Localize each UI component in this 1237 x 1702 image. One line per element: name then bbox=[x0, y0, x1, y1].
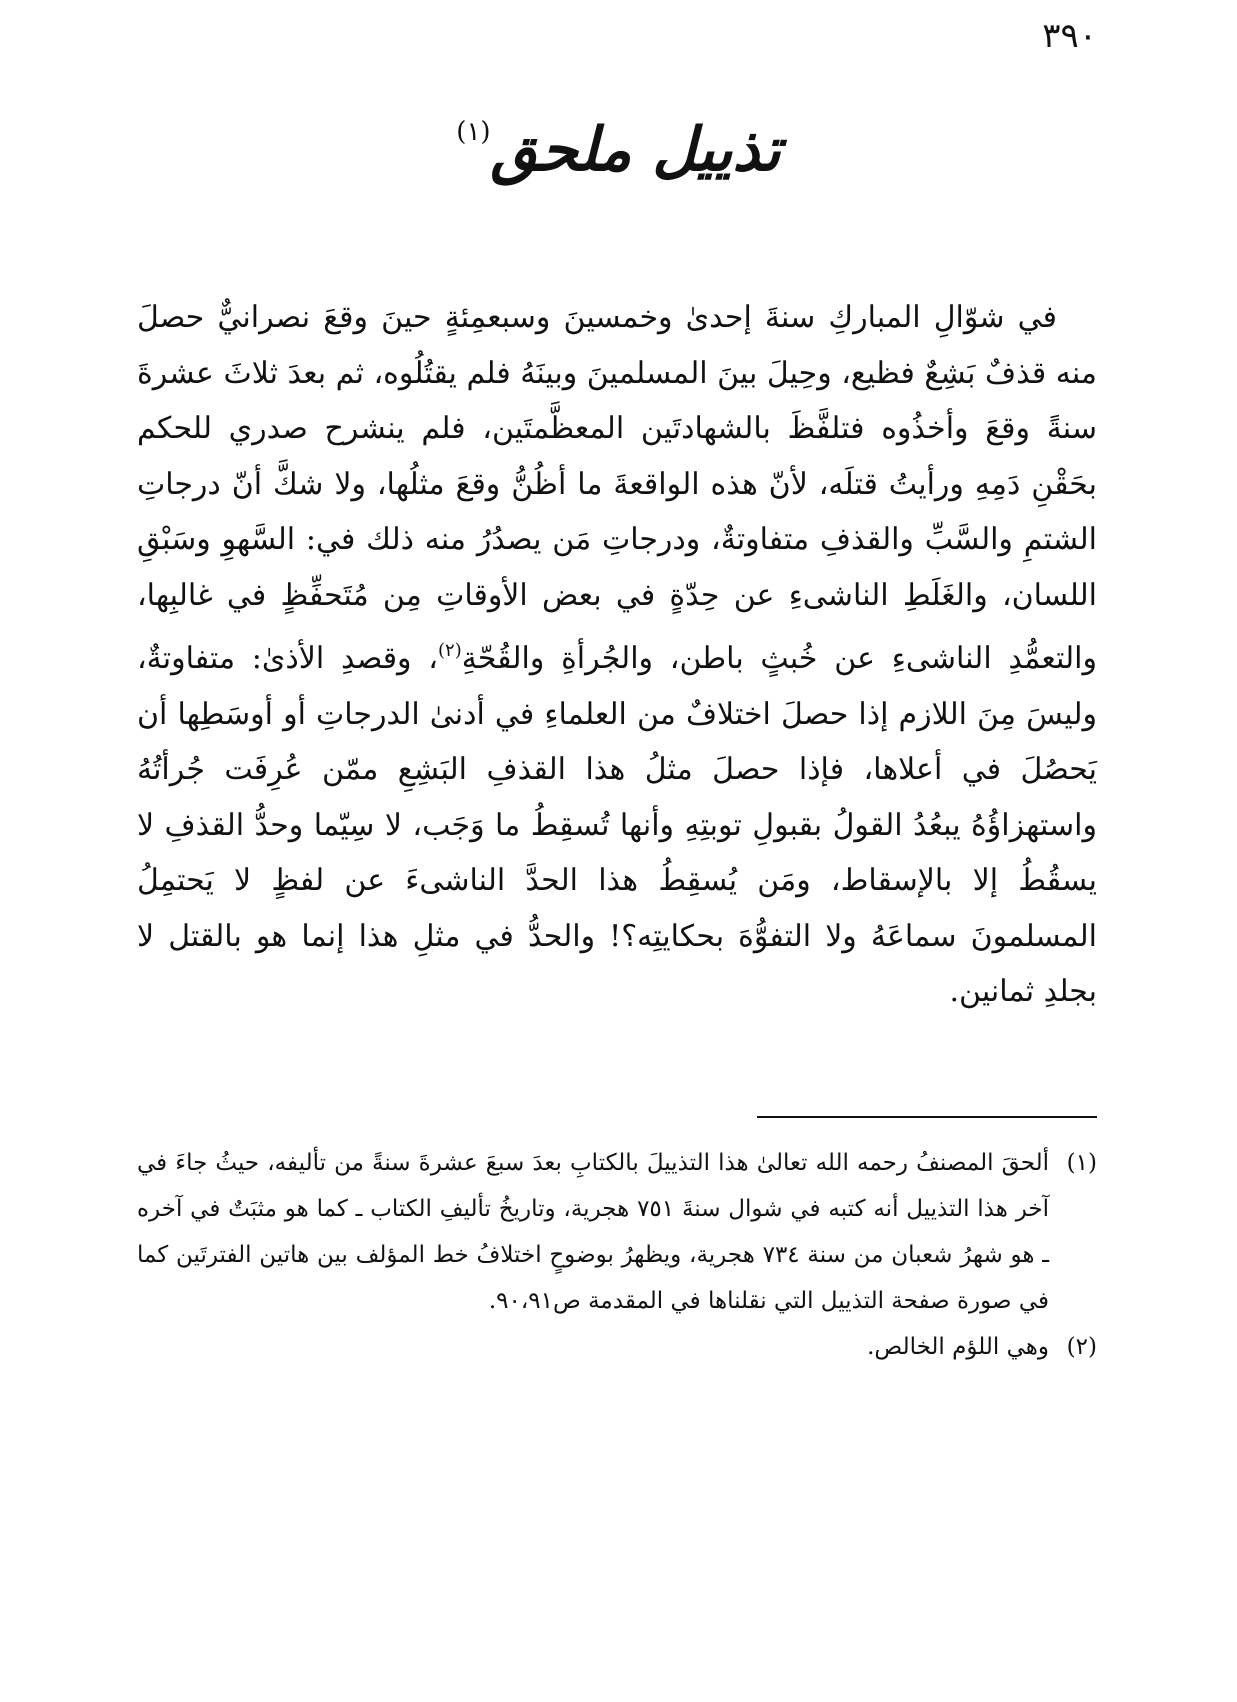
footnote-2-text: وهي اللؤم الخالص. bbox=[867, 1334, 1049, 1360]
main-text bbox=[137, 290, 1097, 1020]
footnote-2-number: (٢) bbox=[1066, 1334, 1097, 1360]
footnote-1 bbox=[137, 1140, 1097, 1324]
inline-footnote-ref: (٢) bbox=[438, 640, 462, 661]
chapter-title-footnote-ref: (١) bbox=[456, 117, 491, 147]
chapter-title-text: تذييل ملحق bbox=[490, 115, 781, 185]
chapter-title bbox=[0, 115, 1237, 185]
footnote-2 bbox=[137, 1324, 1097, 1370]
paragraph-text-part-2: ، وقصدِ الأذىٰ: متفاوتةٌ، وليسَ مِنَ اللازم إذا حصلَ اختلافٌ من العلماءِ في أدنىٰ الدرجاتِ أو أوسَطِها أن يَحصُلَ في أعلاها، فإذا حصلَ مثلُ هذا القذفِ البَشِعِ ممّن عُرِفَت جُرأتُهُ واستهزاؤُهُ يبعُدُ القولُ بقبولِ توبتِهِ وأنها تُسقِطُ ما وَجَب، لا سِيّما وحدُّ القذفِ لا يسقُطُ إلا بالإسقاط، ومَن يُسقِطُ هذا الحدَّ الناشىءَ عن لفظٍ لا يَحتمِلُ المسلمونَ سماعَهُ ولا التفوُّهَ بحكايتِه؟! والحدُّ في مثلِ هذا إنما هو بالقتل لا بجلدِ ثمانين. bbox=[137, 641, 1097, 1009]
paragraph-text-part-1: في شوّالِ المباركِ سنةَ إحدىٰ وخمسينَ وسبعمِئةٍ حينَ وقعَ نصرانيٌّ حصلَ منه قذفٌ بَشِعٌ فظيع، وحِيلَ بينَ المسلمينَ وبينَهُ فلم يقتُلُوه، ثم بعدَ ثلاثَ عشرةَ سنةً وقعَ وأخذُوه فتلفَّظَ بالشهادتَين المعظَّمتَين، فلم ينشرح صدري للحكم بحَقْنِ دَمِهِ ورأيتُ قتلَه، لأنّ هذه الواقعةَ ما أظُنُّ وقعَ مثلُها، ولا شكَّ أنّ درجاتِ الشتمِ والسَّبِّ والقذفِ متفاوتةٌ، ودرجاتِ مَن يصدُرُ منه ذلك في: السَّهوِ وسَبْقِ اللسان، والغَلَطِ الناشىءِ عن حِدّةٍ في بعض الأوقاتِ مِن مُتَحفِّظٍ في غالبِها، والتعمُّدِ الناشىءِ عن خُبثٍ باطن، والجُرأةِ والقُحّةِ bbox=[137, 300, 1097, 676]
footnote-1-text: ألحقَ المصنفُ رحمه الله تعالىٰ هذا التذييلَ بالكتابِ بعدَ سبعَ عشرةَ سنةً من تأليفه، حيثُ جاءَ في آخر هذا التذييل أنه كتبه في شوال سنةَ ٧٥١ هجرية، وتاريخُ تأليفِ الكتاب ـ كما هو مثبَتٌ في آخره ـ هو شهرُ شعبان من سنة ٧٣٤ هجرية، ويظهرُ بوضوحٍ اختلافُ خط المؤلف بين هاتين الفترتَين كما في صورة صفحة التذييل التي نقلناها في المقدمة ص٩٠،٩١. bbox=[137, 1150, 1049, 1314]
main-paragraph bbox=[137, 290, 1097, 1020]
page-number: ٣٩٠ bbox=[1042, 16, 1097, 56]
footnote-1-number: (١) bbox=[1066, 1150, 1097, 1176]
footnotes bbox=[137, 1140, 1097, 1370]
footnote-separator bbox=[757, 1116, 1097, 1118]
